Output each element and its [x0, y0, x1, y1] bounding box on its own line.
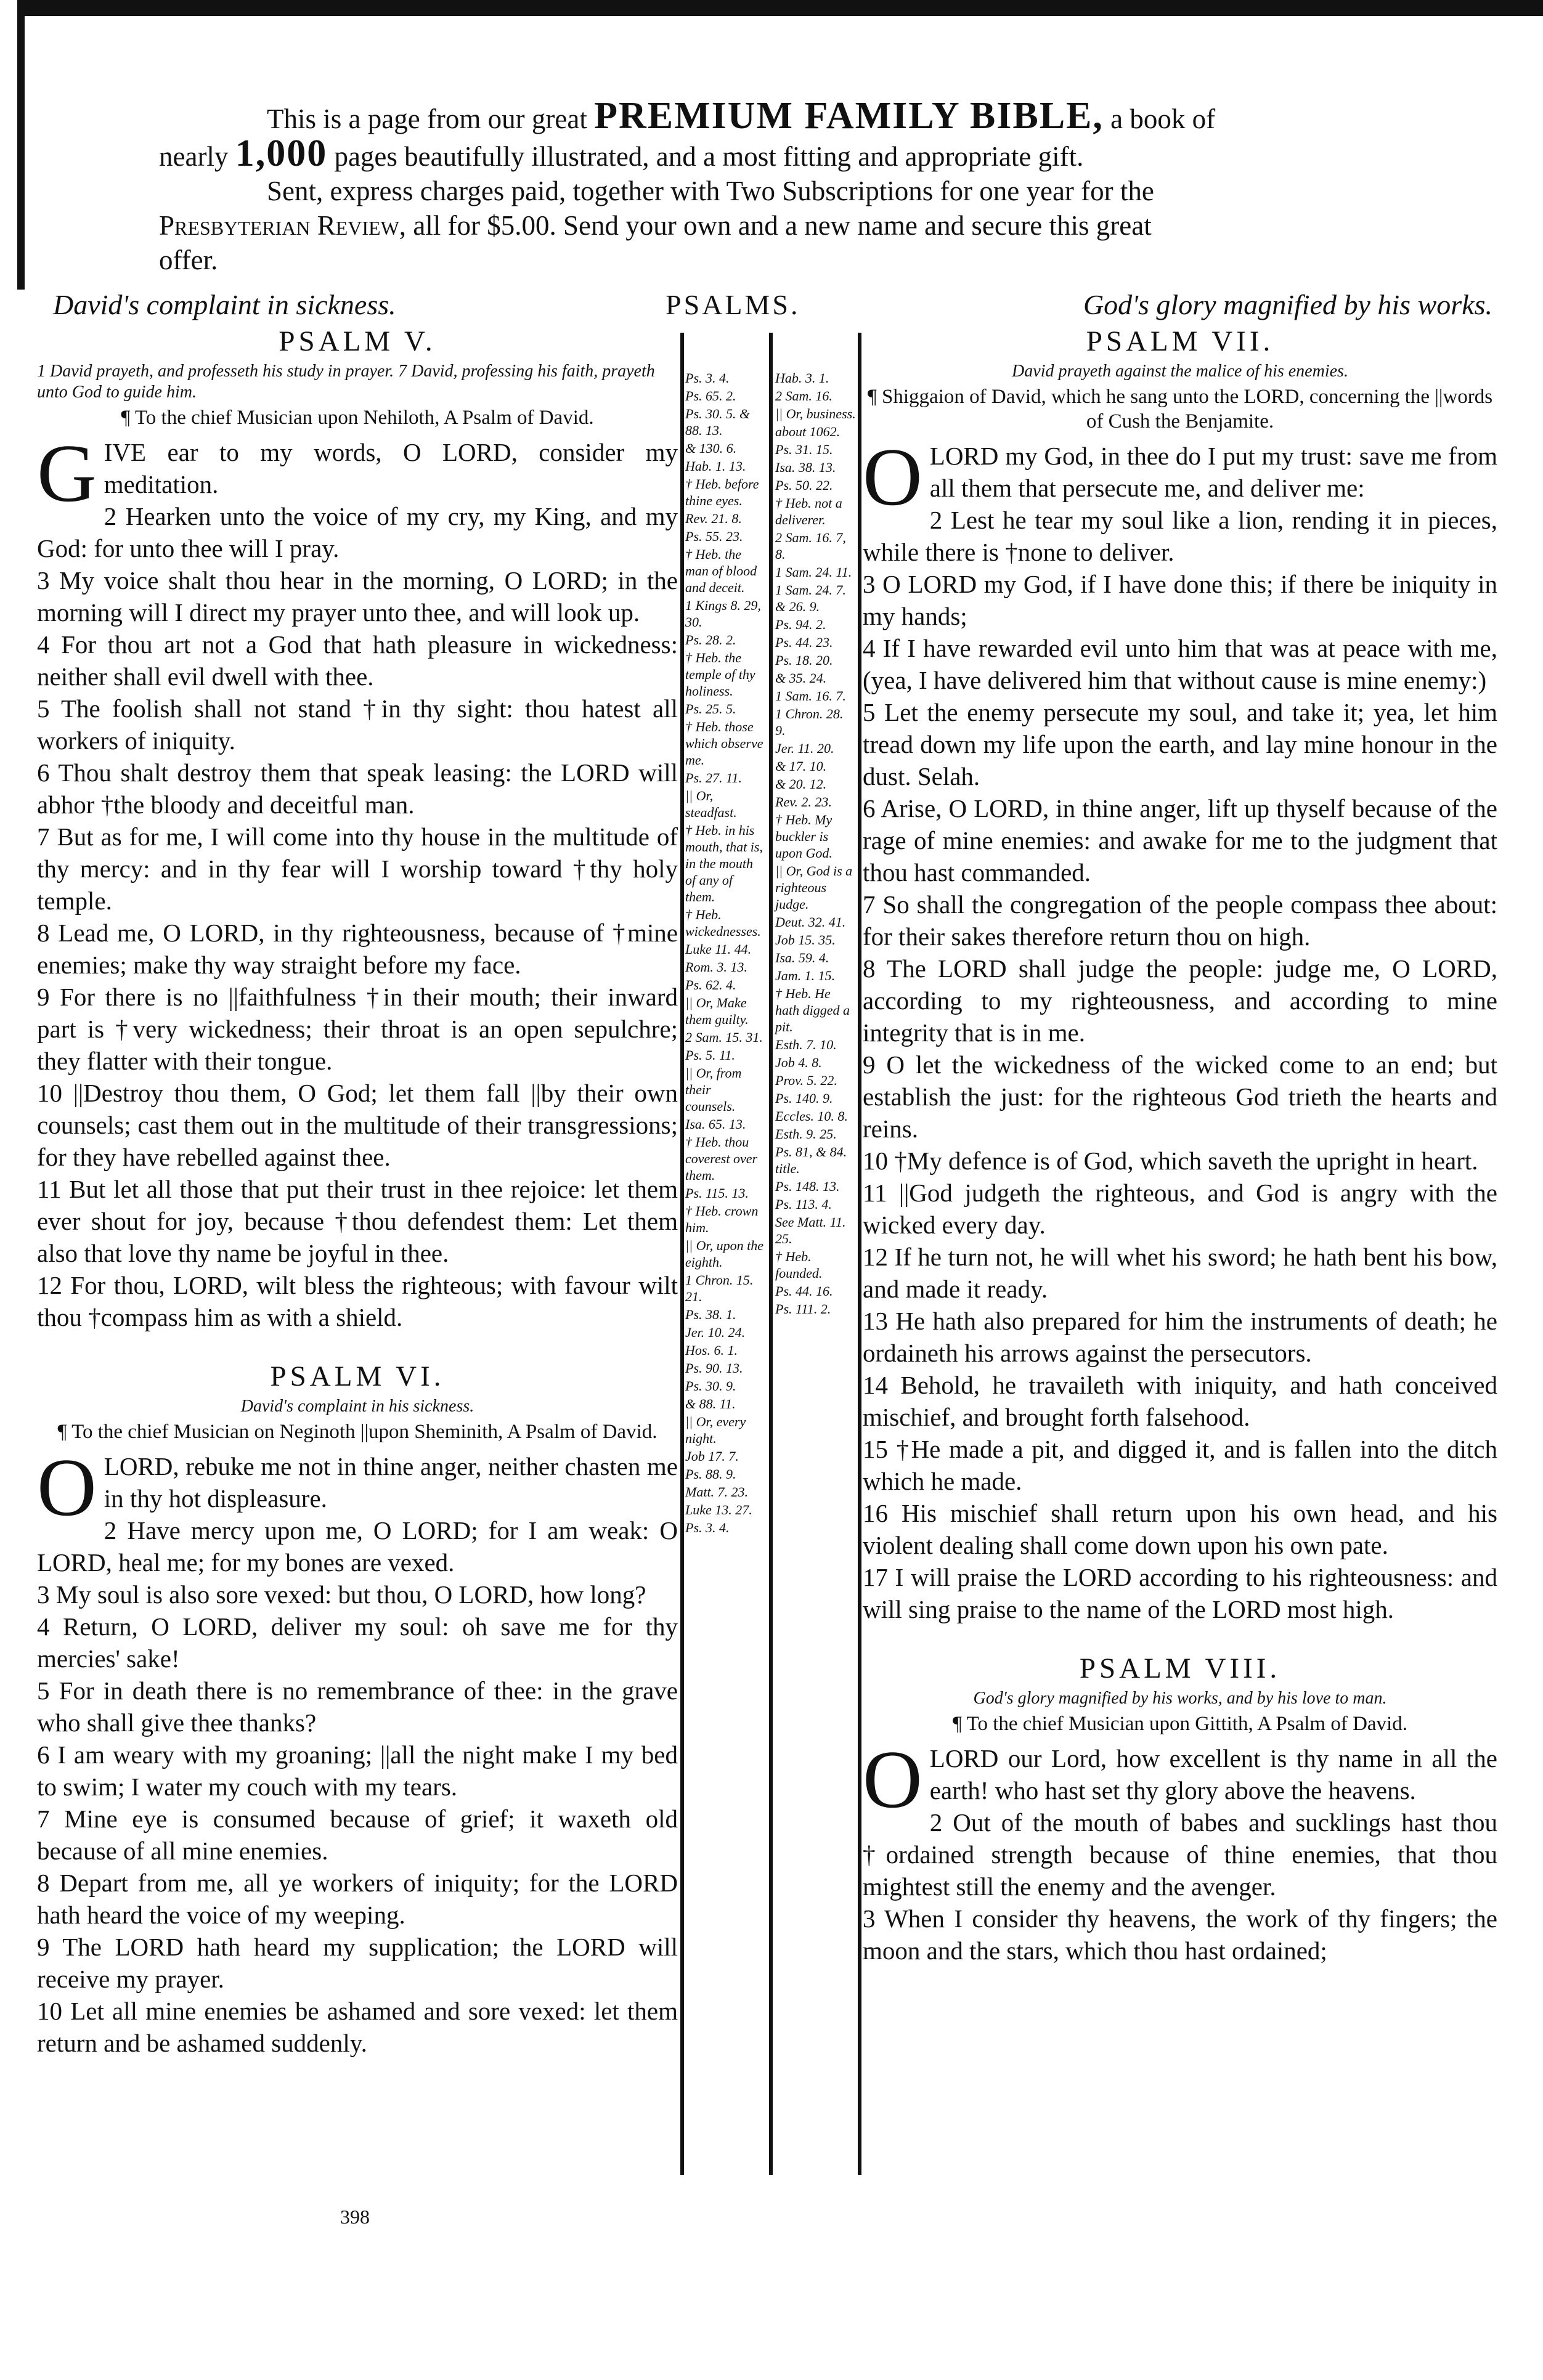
- verse: 6 I am weary with my groaning; ||all the night make I my bed to swim; I water my couch with my tears.: [37, 1740, 678, 1801]
- verse: 12 If he turn not, he will whet his sword; he hath bent his bow, and made it ready.: [863, 1243, 1497, 1303]
- marginal-reference: Hab. 3. 1.: [775, 370, 829, 386]
- psalm5-heading: PSALM V.: [279, 325, 436, 357]
- running-head: [0, 288, 1543, 325]
- premium-bible-advert: [159, 95, 1391, 277]
- verse: LORD my God, in thee do I put my trust: save me from all them that persecute me, and deliver me:: [929, 442, 1497, 502]
- verse: 4 If I have rewarded evil unto him that was at peace with me, (yea, I have delivered him that without cause is mine enemy:): [863, 634, 1497, 694]
- marginal-reference: Luke 11. 44.: [685, 941, 752, 957]
- verse: 2 Lest he tear my soul like a lion, rending it in pieces, while there is †none to deliver.: [863, 506, 1497, 566]
- verse: 9 O let the wickedness of the wicked come to an end; but establish the just: for the righteous God trieth the hearts and reins.: [863, 1050, 1497, 1143]
- verse: 8 The LORD shall judge the people: judge me, O LORD, according to my righteousness, and according to mine integrity that is in me.: [863, 954, 1497, 1047]
- psalm8-verses: [863, 1734, 1497, 1967]
- psalm7-title: ¶ Shiggaion of David, which he sang unto the LORD, concerning the ||words of Cush the Benjamite.: [867, 386, 1493, 433]
- marginal-reference: Ps. 25. 5.: [685, 701, 736, 717]
- psalm7-heading: PSALM VII.: [1086, 325, 1274, 357]
- running-head-right: God's glory magnified by his works.: [1083, 289, 1492, 320]
- marginal-reference: Ps. 115. 13.: [685, 1185, 749, 1201]
- marginal-reference: Isa. 38. 13.: [775, 460, 836, 475]
- marginal-reference: † Heb. not a deliverer.: [775, 495, 842, 527]
- advert-line1-post: a book of: [1110, 104, 1216, 134]
- verse: 16 His mischief shall return upon his own head, and his violent dealing shall come down upon his own pate.: [863, 1499, 1497, 1559]
- running-head-left: David's complaint in sickness.: [53, 289, 396, 320]
- running-head-center: PSALMS.: [666, 289, 800, 320]
- marginal-reference: & 17. 10.: [775, 758, 827, 774]
- marginal-reference: † Heb. the temple of thy holiness.: [685, 650, 755, 699]
- verse: 9 The LORD hath heard my supplication; the LORD will receive my prayer.: [37, 1933, 678, 1993]
- marginal-reference: † Heb. before thine eyes.: [685, 476, 759, 508]
- page-number: 398: [340, 2206, 370, 2228]
- verse: 7 Mine eye is consumed because of grief; it waxeth old because of all mine enemies.: [37, 1805, 678, 1865]
- verse: 10 †My defence is of God, which saveth the upright in heart.: [863, 1147, 1478, 1175]
- verse: 4 For thou art not a God that hath pleasure in wickedness: neither shall evil dwell with thee.: [37, 630, 678, 691]
- verse: 3 O LORD my God, if I have done this; if there be iniquity in my hands;: [863, 570, 1497, 630]
- marginal-reference: † Heb. crown him.: [685, 1203, 759, 1235]
- marginal-reference: Job 17. 7.: [685, 1448, 739, 1464]
- marginal-reference: Ps. 111. 2.: [775, 1301, 831, 1317]
- marginal-reference: † Heb. thou coverest over them.: [685, 1134, 758, 1183]
- marginal-reference: & 35. 24.: [775, 670, 827, 686]
- psalm5-dropcap: G: [37, 428, 97, 519]
- psalm7-verses: [863, 431, 1497, 1625]
- marginal-reference: Ps. 38. 1.: [685, 1307, 736, 1322]
- psalm8-title: ¶ To the chief Musician upon Gittith, A Psalm of David.: [953, 1713, 1407, 1735]
- psalm5-argument: 1 David prayeth, and professeth his study in prayer. 7 David, professing his faith, prayeth unto God to guide him.: [37, 362, 655, 402]
- marginal-reference: 1 Sam. 24. 11.: [775, 564, 852, 580]
- marginal-reference: Jer. 10. 24.: [685, 1325, 746, 1340]
- verse: IVE ear to my words, O LORD, consider my meditation.: [104, 438, 678, 498]
- marginal-reference: † Heb. the man of blood and deceit.: [685, 546, 757, 595]
- psalm8-argument: God's glory magnified by his works, and by his love to man.: [973, 1689, 1387, 1708]
- verse: 2 Out of the mouth of babes and sucklings hast thou †ordained strength because of thine enemies, that thou mightest still the enemy and the avenger.: [863, 1808, 1497, 1901]
- marginal-reference: || Or, steadfast.: [685, 788, 737, 820]
- marginal-reference: || Or, Make them guilty.: [685, 995, 749, 1027]
- marginal-reference: & 20. 12.: [775, 776, 827, 792]
- marginal-reference: Ps. 18. 20.: [775, 652, 833, 668]
- column-rule-left: [680, 333, 684, 2175]
- psalm7-argument: David prayeth against the malice of his enemies.: [1012, 362, 1348, 381]
- psalm6-title: ¶ To the chief Musician on Neginoth ||upon Sheminith, A Psalm of David.: [57, 1421, 658, 1443]
- advert-line3: Sent, express charges paid, together with Two Subscriptions for one year for the: [267, 176, 1154, 206]
- verse: 3 When I consider thy heavens, the work of thy fingers; the moon and the stars, which thou hast ordained;: [863, 1904, 1497, 1965]
- marginal-reference: Luke 13. 27.: [685, 1502, 752, 1517]
- marginal-reference: Ps. 3. 4.: [685, 1520, 730, 1535]
- verse: 3 My voice shalt thou hear in the morning, O LORD; in the morning will I direct my prayer unto thee, and will look up.: [37, 566, 678, 627]
- marginal-reference: Rev. 21. 8.: [685, 511, 742, 526]
- advert-review-name: Presbyterian Review,: [159, 210, 407, 241]
- verse: 12 For thou, LORD, wilt bless the righteous; with favour wilt thou †compass him as with a shield.: [37, 1271, 678, 1331]
- advert-line2-pre: nearly: [159, 141, 229, 172]
- psalm6-argument: David's complaint in his sickness.: [240, 1397, 474, 1416]
- marginal-reference: Ps. 65. 2.: [685, 388, 736, 404]
- marginal-reference: Matt. 7. 23.: [685, 1484, 749, 1500]
- marginal-reference: Deut. 32. 41.: [775, 914, 846, 930]
- verse: 15 †He made a pit, and digged it, and is fallen into the ditch which he made.: [863, 1435, 1497, 1495]
- marginal-reference: 2 Sam. 16. 7, 8.: [775, 530, 846, 562]
- left-text-column: [37, 325, 678, 2059]
- verse: LORD our Lord, how excellent is thy name in all the earth! who hast set thy glory above the heavens.: [929, 1744, 1497, 1805]
- verse: 8 Depart from me, all ye workers of iniquity; for the LORD hath heard the voice of my weeping.: [37, 1869, 678, 1929]
- marginal-reference: about 1062.: [775, 424, 841, 439]
- marginal-reference: Prov. 5. 22.: [775, 1073, 837, 1088]
- marginal-reference: 2 Sam. 16.: [775, 388, 833, 404]
- marginal-reference: Ps. 55. 23.: [685, 529, 743, 544]
- psalm5-verses: [37, 428, 678, 1333]
- marginal-reference: Ps. 81, & 84. title.: [775, 1144, 847, 1176]
- marginal-reference: † Heb. He hath digged a pit.: [775, 986, 850, 1034]
- marginal-reference: † Heb. wickednesses.: [685, 907, 761, 939]
- verse: 5 Let the enemy persecute my soul, and take it; yea, let him tread down my life upon the earth, and lay mine honour in the dust. Selah.: [863, 698, 1497, 790]
- marginal-reference: Ps. 148. 13.: [775, 1179, 840, 1194]
- marginal-reference: Ps. 90. 13.: [685, 1360, 743, 1376]
- marginal-reference: 1 Sam. 24. 7. & 26. 9.: [775, 582, 846, 614]
- marginal-reference: Jam. 1. 15.: [775, 968, 836, 983]
- marginal-reference: & 88. 11.: [685, 1396, 736, 1411]
- verse: 11 ||God judgeth the righteous, and God is angry with the wicked every day.: [863, 1179, 1497, 1239]
- marginal-reference: † Heb. those which observe me.: [685, 719, 763, 768]
- psalm8-dropcap: O: [863, 1734, 922, 1825]
- marginal-reference: 1 Chron. 28. 9.: [775, 706, 844, 738]
- marginal-reference: Isa. 65. 13.: [685, 1116, 746, 1132]
- marginal-reference: Esth. 9. 25.: [775, 1126, 837, 1142]
- marginal-reference: || Or, every night.: [685, 1414, 746, 1446]
- marginal-reference: Ps. 44. 23.: [775, 635, 833, 650]
- verse: 2 Have mercy upon me, O LORD; for I am weak: O LORD, heal me; for my bones are vexed.: [37, 1516, 678, 1577]
- verse: 5 For in death there is no remembrance of thee: in the grave who shall give thee thanks?: [37, 1676, 678, 1737]
- marginal-reference: Ps. 113. 4.: [775, 1196, 832, 1212]
- marginal-reference: || Or, upon the eighth.: [685, 1238, 763, 1270]
- column-rule-right: [858, 333, 861, 2175]
- psalm8-heading: PSALM VIII.: [1079, 1652, 1281, 1684]
- marginal-reference: Ps. 31. 15.: [775, 442, 833, 457]
- column-rule-middle: [769, 333, 773, 2175]
- marginal-reference: † Heb. My buckler is upon God.: [775, 812, 833, 861]
- verse: 3 My soul is also sore vexed: but thou, O LORD, how long?: [37, 1580, 646, 1609]
- marginal-reference: Ps. 5. 11.: [685, 1047, 735, 1063]
- verse: 5 The foolish shall not stand †in thy sight: thou hatest all workers of iniquity.: [37, 694, 678, 755]
- marginal-reference: Ps. 44. 16.: [775, 1283, 833, 1299]
- marginal-reference: || Or, God is a righteous judge.: [775, 863, 853, 912]
- marginal-reference: || Or, from their counsels.: [685, 1065, 742, 1114]
- verse: LORD, rebuke me not in thine anger, neither chasten me in thy hot displeasure.: [104, 1452, 678, 1513]
- marginal-references-a: [685, 370, 764, 1537]
- marginal-reference: Ps. 3. 4.: [685, 370, 730, 386]
- psalm6-heading: PSALM VI.: [270, 1360, 445, 1392]
- page-left-border: [17, 0, 25, 290]
- marginal-reference: Ps. 140. 9.: [775, 1090, 833, 1106]
- marginal-reference: Ps. 88. 9.: [685, 1466, 736, 1482]
- verse: 10 ||Destroy thou them, O God; let them fall ||by their own counsels; cast them out in the multitude of their transgressions; for they have rebelled against thee.: [37, 1079, 678, 1171]
- marginal-reference: Hab. 1. 13.: [685, 458, 746, 474]
- marginal-reference: Hos. 6. 1.: [685, 1342, 738, 1358]
- marginal-reference: † Heb. founded.: [775, 1249, 823, 1281]
- right-text-column: [863, 325, 1497, 1967]
- verse: 8 Lead me, O LORD, in thy righteousness, because of †mine enemies; make thy way straight before my face.: [37, 919, 678, 979]
- marginal-reference: Ps. 62. 4.: [685, 977, 736, 993]
- advert-line2-post: pages beautifully illustrated, and a most fitting and appropriate gift.: [334, 141, 1084, 172]
- marginal-reference: 2 Sam. 15. 31.: [685, 1030, 763, 1045]
- advert-line5: offer.: [159, 245, 218, 275]
- advert-line4-post: all for $5.00. Send your own and a new name and secure this great: [413, 210, 1152, 241]
- marginal-reference: Ps. 50. 22.: [775, 477, 833, 493]
- psalm5-title: ¶ To the chief Musician upon Nehiloth, A Psalm of David.: [121, 407, 594, 429]
- verse: 7 But as for me, I will come into thy house in the multitude of thy mercy: and in thy fear will I worship toward †thy holy temple.: [37, 822, 678, 915]
- verse: 2 Hearken unto the voice of my cry, my King, and my God: for unto thee will I pray.: [37, 502, 678, 563]
- marginal-references-b: [775, 370, 857, 1318]
- verse: 10 Let all mine enemies be ashamed and sore vexed: let them return and be ashamed suddenly.: [37, 1997, 678, 2057]
- marginal-reference: Ps. 30. 9.: [685, 1378, 736, 1394]
- marginal-reference: Job 4. 8.: [775, 1055, 822, 1070]
- marginal-reference: Rev. 2. 23.: [775, 794, 832, 810]
- marginal-reference: Ps. 28. 2.: [685, 632, 736, 648]
- verse: 4 Return, O LORD, deliver my soul: oh save me for thy mercies' sake!: [37, 1612, 678, 1673]
- verse: 6 Thou shalt destroy them that speak leasing: the LORD will abhor †the bloody and deceitful man.: [37, 758, 678, 819]
- marginal-reference: 1 Chron. 15. 21.: [685, 1272, 754, 1304]
- marginal-reference: 1 Sam. 16. 7.: [775, 688, 846, 704]
- verse: 6 Arise, O LORD, in thine anger, lift up thyself because of the rage of mine enemies: and awake for me to the judgment that thou hast commanded.: [863, 794, 1497, 887]
- marginal-reference: Ps. 94. 2.: [775, 617, 826, 632]
- advert-bible-name: PREMIUM FAMILY BIBLE,: [594, 95, 1104, 137]
- verse: 9 For there is no ||faithfulness †in their mouth; their inward part is †very wickedness; their throat is an open sepulchre; they flatter with their tongue.: [37, 983, 678, 1075]
- psalm7-dropcap: O: [863, 431, 922, 522]
- marginal-reference: † Heb. in his mouth, that is, in the mouth of any of them.: [685, 822, 763, 904]
- verse: 7 So shall the congregation of the people compass thee about: for their sakes therefore return thou on high.: [863, 890, 1497, 951]
- verse: 14 Behold, he travaileth with iniquity, and hath conceived mischief, and brought forth falsehood.: [863, 1371, 1497, 1431]
- marginal-reference: Esth. 7. 10.: [775, 1037, 837, 1052]
- marginal-reference: Job 15. 35.: [775, 932, 836, 948]
- marginal-reference: & 130. 6.: [685, 441, 737, 456]
- psalm6-verses: [37, 1442, 678, 2059]
- verse: 17 I will praise the LORD according to his righteousness: and will sing praise to the name of the LORD most high.: [863, 1563, 1497, 1623]
- psalm6-dropcap: O: [37, 1442, 97, 1533]
- advert-page-count: 1,000: [235, 132, 328, 174]
- advert-line1-pre: This is a page from our great: [267, 104, 587, 134]
- page-top-border: [18, 0, 1543, 16]
- marginal-reference: Ps. 30. 5. & 88. 13.: [685, 406, 751, 438]
- marginal-reference: 1 Kings 8. 29, 30.: [685, 598, 761, 630]
- marginal-reference: Isa. 59. 4.: [775, 950, 829, 965]
- marginal-reference: Ps. 27. 11.: [685, 770, 742, 786]
- marginal-reference: See Matt. 11. 25.: [775, 1214, 846, 1246]
- marginal-reference: Rom. 3. 13.: [685, 959, 747, 975]
- verse: 11 But let all those that put their trust in thee rejoice: let them ever shout for joy, because †thou defendest them: Let them also that love thy name be joyful in thee.: [37, 1175, 678, 1267]
- marginal-reference: || Or, business.: [775, 406, 856, 421]
- marginal-reference: Jer. 11. 20.: [775, 741, 834, 756]
- marginal-reference: Eccles. 10. 8.: [775, 1108, 848, 1124]
- verse: 13 He hath also prepared for him the instruments of death; he ordaineth his arrows against the persecutors.: [863, 1307, 1497, 1367]
